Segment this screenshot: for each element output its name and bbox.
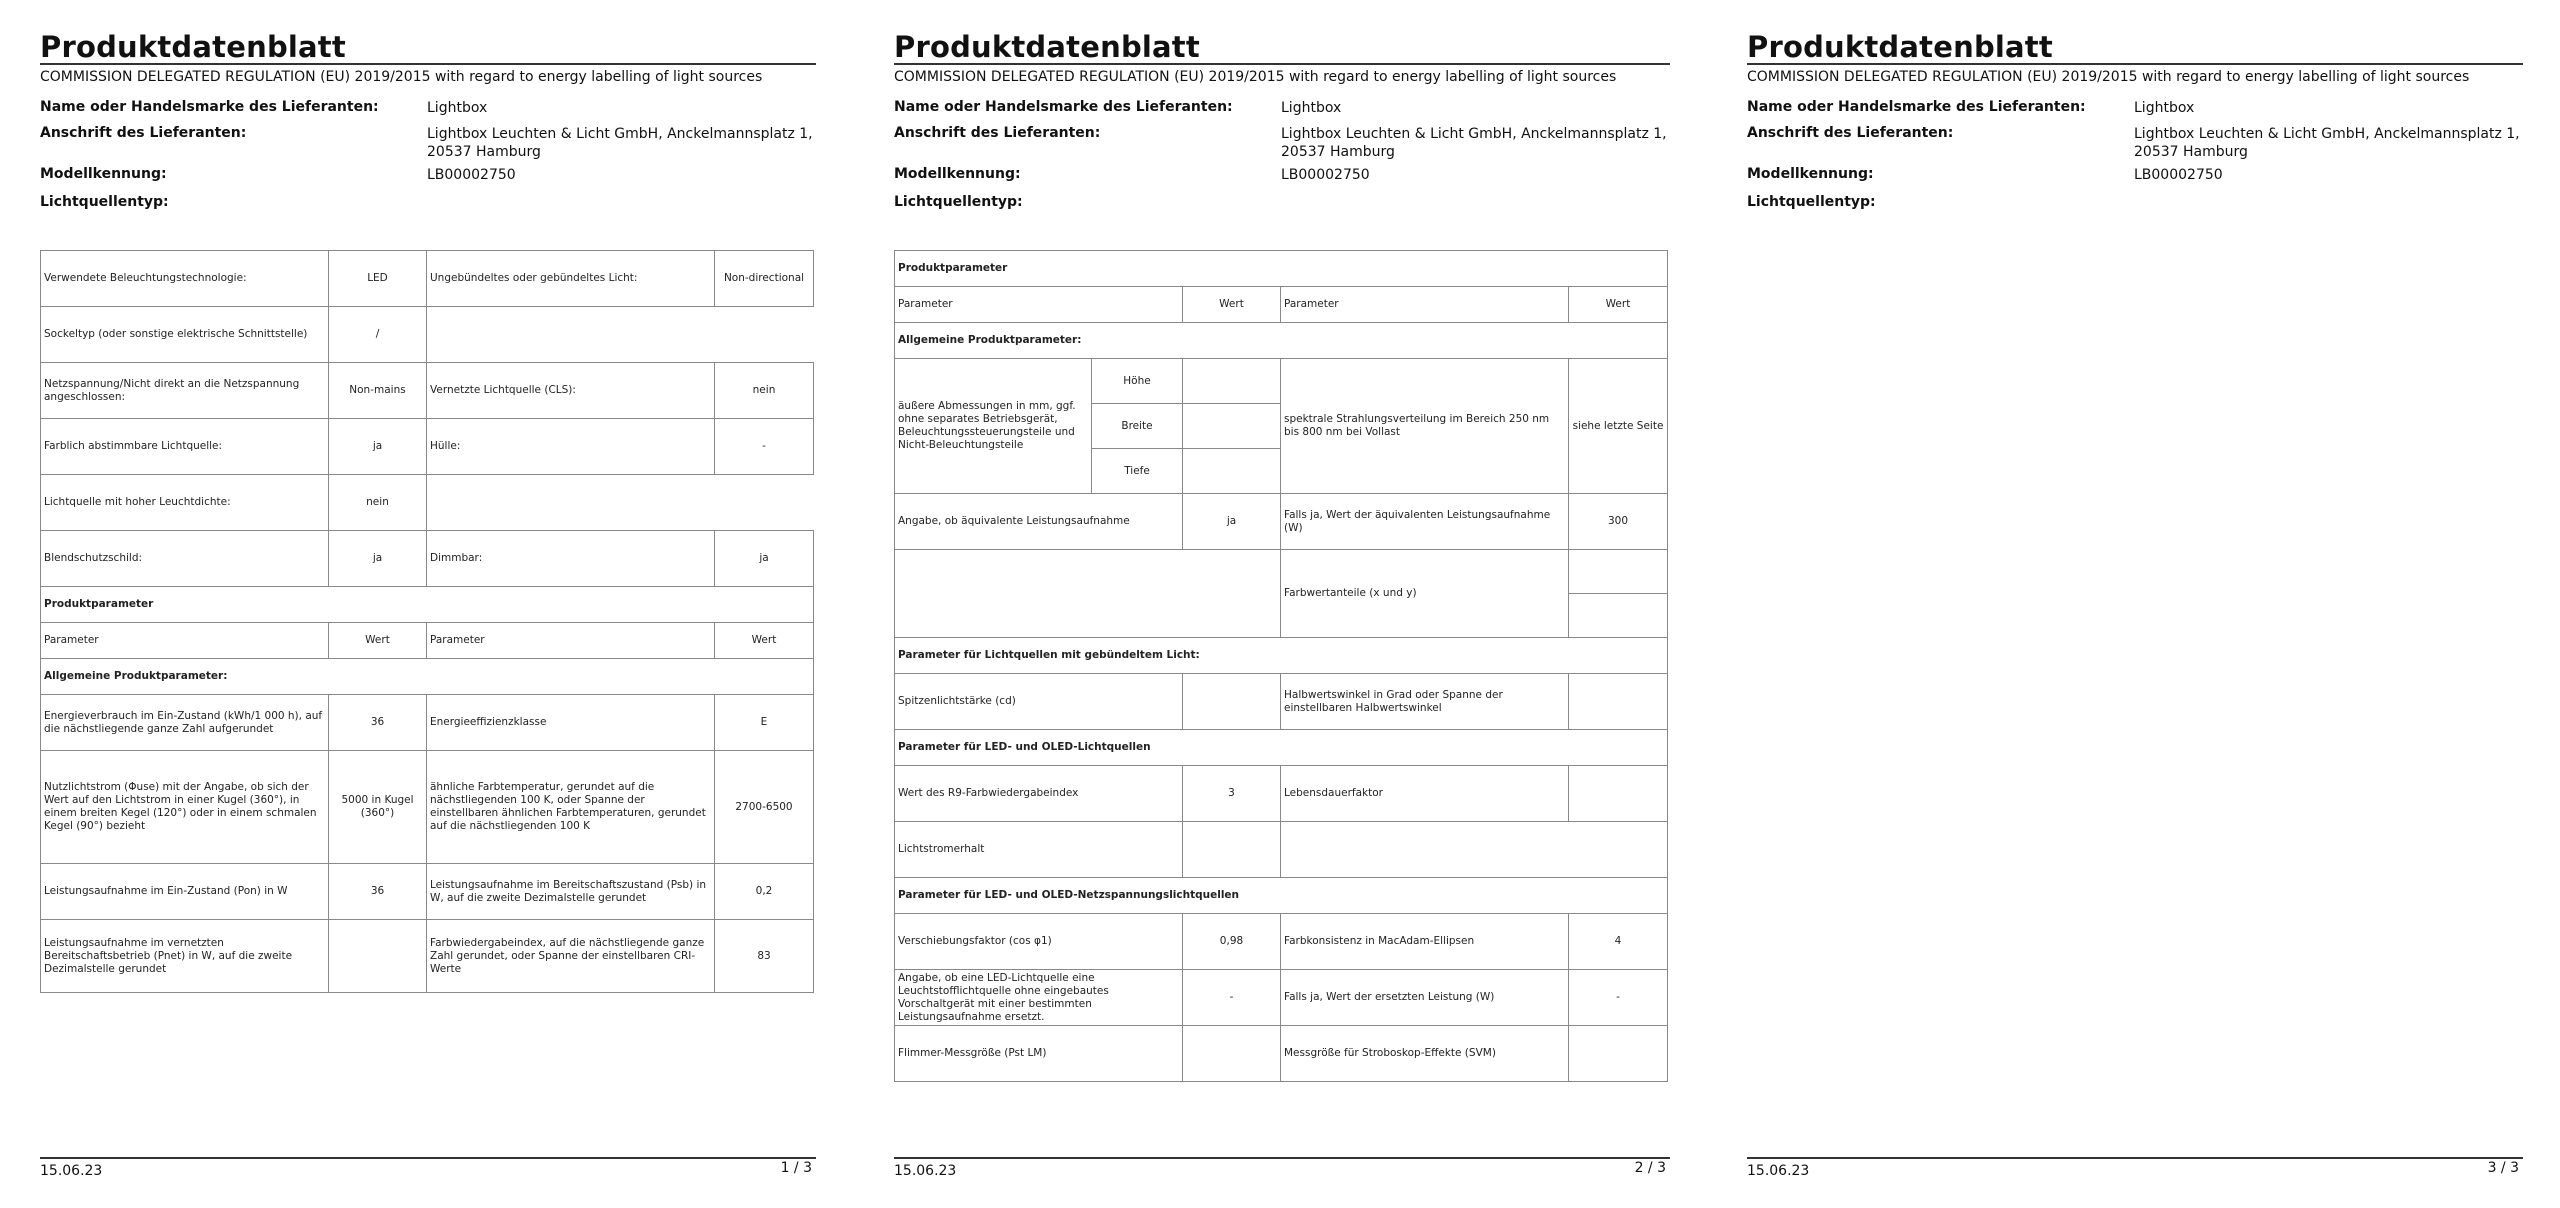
cell-label: Falls ja, Wert der äquivalenten Leistungsaufnahme (W) (1281, 494, 1569, 550)
cell-label: Farbwertanteile (x und y) (1281, 550, 1569, 638)
section-heading: Allgemeine Produktparameter: (41, 659, 814, 695)
cell-value: 300 (1569, 494, 1668, 550)
cell-label: Lichtquelle mit hoher Leuchtdichte: (41, 475, 329, 531)
supplier-label: Name oder Handelsmarke des Lieferanten: (40, 99, 379, 115)
footer-divider (894, 1157, 1670, 1159)
cell-label: Hülle: (427, 419, 715, 475)
table-section-row (895, 323, 1668, 359)
address-label: Anschrift des Lieferanten: (894, 125, 1101, 141)
column-header: Parameter (427, 623, 715, 659)
datasheet-page-1 (40, 0, 816, 1208)
cell-value: siehe letzte Seite (1569, 359, 1668, 494)
cell-label: Falls ja, Wert der ersetzten Leistung (W) (1281, 970, 1569, 1026)
section-heading: Allgemeine Produktparameter: (895, 323, 1668, 359)
cell-value: / (329, 307, 427, 363)
table-row (895, 494, 1668, 550)
column-header: Parameter (895, 287, 1183, 323)
cell-blank (427, 475, 814, 531)
regulation-subtitle: COMMISSION DELEGATED REGULATION (EU) 2019/2015 with regard to energy labelling of light sources (894, 69, 1617, 85)
address-value (427, 125, 816, 161)
cell-label: Wert des R9-Farbwiedergabeindex (895, 766, 1183, 822)
cell-label: Farblich abstimmbare Lichtquelle: (41, 419, 329, 475)
cell-label: Lebensdauerfaktor (1281, 766, 1569, 822)
footer-divider (40, 1157, 816, 1159)
cell-value (1183, 822, 1281, 878)
cell-value: Non-directional (715, 251, 814, 307)
technology-table (40, 250, 814, 993)
table-row (41, 695, 814, 751)
cell-value (1183, 449, 1281, 494)
cell-value: E (715, 695, 814, 751)
page-number: 2 / 3 (1634, 1160, 1666, 1176)
address-line-1: Lightbox Leuchten & Licht GmbH, Anckelmannsplatz 1, (427, 126, 813, 142)
model-value: LB00002750 (2134, 167, 2223, 183)
type-label: Lichtquellentyp: (1747, 194, 1876, 210)
cell-label: spektrale Strahlungsverteilung im Bereich 250 nm bis 800 nm bei Vollast (1281, 359, 1569, 494)
address-value (2134, 125, 2523, 161)
page-title: Produktdatenblatt (894, 30, 1200, 64)
table-row (41, 920, 814, 993)
cell-label: Messgröße für Stroboskop-Effekte (SVM) (1281, 1026, 1569, 1082)
cell-label: Angabe, ob äquivalente Leistungsaufnahme (895, 494, 1183, 550)
cell-value: 36 (329, 695, 427, 751)
cell-label: Netzspannung/Nicht direkt an die Netzspannung angeschlossen: (41, 363, 329, 419)
cell-value: ja (329, 531, 427, 587)
cell-value: 36 (329, 864, 427, 920)
cell-value (1183, 404, 1281, 449)
regulation-subtitle: COMMISSION DELEGATED REGULATION (EU) 2019/2015 with regard to energy labelling of light sources (1747, 69, 2470, 85)
cell-value: nein (329, 475, 427, 531)
table-section-row (895, 730, 1668, 766)
column-header: Parameter (41, 623, 329, 659)
cell-value: ja (329, 419, 427, 475)
address-line-1: Lightbox Leuchten & Licht GmbH, Anckelmannsplatz 1, (2134, 126, 2520, 142)
cell-value: ja (1183, 494, 1281, 550)
address-value (1281, 125, 1670, 161)
cell-value: 2700-6500 (715, 751, 814, 864)
address-line-2: 20537 Hamburg (2134, 144, 2248, 160)
supplier-value: Lightbox (427, 100, 488, 116)
cell-value: LED (329, 251, 427, 307)
column-header: Parameter (1281, 287, 1569, 323)
cell-label: Energieverbrauch im Ein-Zustand (kWh/1 000 h), auf die nächstliegende ganze Zahl aufgerundet (41, 695, 329, 751)
table-row (41, 475, 814, 531)
cell-value: - (1569, 970, 1668, 1026)
datasheet-page-3 (1747, 0, 2523, 1208)
cell-value (1569, 550, 1668, 594)
section-heading: Parameter für LED- und OLED-Netzspannungslichtquellen (895, 878, 1668, 914)
cell-value (1183, 1026, 1281, 1082)
regulation-subtitle: COMMISSION DELEGATED REGULATION (EU) 2019/2015 with regard to energy labelling of light sources (40, 69, 763, 85)
supplier-label: Name oder Handelsmarke des Lieferanten: (894, 99, 1233, 115)
cell-value (1569, 594, 1668, 638)
table-row (41, 307, 814, 363)
table-section-row (895, 638, 1668, 674)
datasheet-page-2 (894, 0, 1670, 1208)
cell-label: Sockeltyp (oder sonstige elektrische Schnittstelle) (41, 307, 329, 363)
model-value: LB00002750 (427, 167, 516, 183)
title-divider (1747, 63, 2523, 65)
section-heading: Produktparameter (41, 587, 814, 623)
cell-label: ähnliche Farbtemperatur, gerundet auf die nächstliegenden 100 K, oder Spanne der einstellbaren ähnlichen Farbtemperaturen, gerundet auf die nächstliegenden 100 K (427, 751, 715, 864)
cell-sublabel: Höhe (1092, 359, 1183, 404)
type-label: Lichtquellentyp: (894, 194, 1023, 210)
table-section-row (895, 878, 1668, 914)
page-number: 3 / 3 (2487, 1160, 2519, 1176)
footer-date: 15.06.23 (1747, 1163, 1810, 1179)
table-row (895, 550, 1668, 594)
page-title: Produktdatenblatt (1747, 30, 2053, 64)
table-row (895, 359, 1668, 404)
column-header: Wert (715, 623, 814, 659)
cell-value: 0,2 (715, 864, 814, 920)
cell-value (1569, 674, 1668, 730)
page-title: Produktdatenblatt (40, 30, 346, 64)
cell-value: 83 (715, 920, 814, 993)
model-value: LB00002750 (1281, 167, 1370, 183)
cell-value: Non-mains (329, 363, 427, 419)
cell-label: Farbwiedergabeindex, auf die nächstliegende ganze Zahl gerundet, oder Spanne der einstellbaren CRI-Werte (427, 920, 715, 993)
table-row (895, 970, 1668, 1026)
title-divider (894, 63, 1670, 65)
cell-blank (1281, 822, 1668, 878)
cell-label: Spitzenlichtstärke (cd) (895, 674, 1183, 730)
table-header-row (895, 287, 1668, 323)
table-row (895, 822, 1668, 878)
table-row (895, 674, 1668, 730)
address-line-2: 20537 Hamburg (427, 144, 541, 160)
cell-label: Flimmer-Messgröße (Pst LM) (895, 1026, 1183, 1082)
supplier-value: Lightbox (1281, 100, 1342, 116)
cell-blank (427, 307, 814, 363)
section-heading: Parameter für Lichtquellen mit gebündeltem Licht: (895, 638, 1668, 674)
address-label: Anschrift des Lieferanten: (1747, 125, 1954, 141)
cell-value (1569, 766, 1668, 822)
section-heading: Produktparameter (895, 251, 1668, 287)
cell-value: 5000 in Kugel (360°) (329, 751, 427, 864)
cell-label: Blendschutzschild: (41, 531, 329, 587)
section-heading: Parameter für LED- und OLED-Lichtquellen (895, 730, 1668, 766)
cell-value: ja (715, 531, 814, 587)
table-row (41, 751, 814, 864)
cell-label: Farbkonsistenz in MacAdam-Ellipsen (1281, 914, 1569, 970)
cell-value (1183, 359, 1281, 404)
cell-label: Halbwertswinkel in Grad oder Spanne der einstellbaren Halbwertswinkel (1281, 674, 1569, 730)
cell-label: Verwendete Beleuchtungstechnologie: (41, 251, 329, 307)
address-line-1: Lightbox Leuchten & Licht GmbH, Anckelmannsplatz 1, (1281, 126, 1667, 142)
footer-date: 15.06.23 (894, 1163, 957, 1179)
cell-value (329, 920, 427, 993)
table-row (41, 363, 814, 419)
cell-label: Leistungsaufnahme im Ein-Zustand (Pon) in W (41, 864, 329, 920)
cell-label: Vernetzte Lichtquelle (CLS): (427, 363, 715, 419)
cell-value: 3 (1183, 766, 1281, 822)
title-divider (40, 63, 816, 65)
cell-label: Angabe, ob eine LED-Lichtquelle eine Leuchtstofflichtquelle ohne eingebautes Vorschaltgerät mit einer bestimmten Leistungsaufnahme ersetzt. (895, 970, 1183, 1026)
table-row (895, 914, 1668, 970)
table-row (41, 531, 814, 587)
supplier-value: Lightbox (2134, 100, 2195, 116)
cell-value: - (715, 419, 814, 475)
table-row (895, 766, 1668, 822)
cell-value: nein (715, 363, 814, 419)
table-row (41, 864, 814, 920)
cell-label: Verschiebungsfaktor (cos φ1) (895, 914, 1183, 970)
cell-label: Energieeffizienzklasse (427, 695, 715, 751)
type-label: Lichtquellentyp: (40, 194, 169, 210)
model-label: Modellkennung: (1747, 166, 1874, 182)
address-label: Anschrift des Lieferanten: (40, 125, 247, 141)
table-section-row (41, 587, 814, 623)
cell-blank (895, 550, 1281, 638)
address-line-2: 20537 Hamburg (1281, 144, 1395, 160)
model-label: Modellkennung: (894, 166, 1021, 182)
model-label: Modellkennung: (40, 166, 167, 182)
cell-label: äußere Abmessungen in mm, ggf. ohne separates Betriebsgerät, Beleuchtungssteuerungsteile und Nicht-Beleuchtungsteile (895, 359, 1092, 494)
table-row (41, 251, 814, 307)
product-parameter-table (894, 250, 1668, 1082)
cell-sublabel: Breite (1092, 404, 1183, 449)
cell-sublabel: Tiefe (1092, 449, 1183, 494)
table-section-row (41, 659, 814, 695)
supplier-label: Name oder Handelsmarke des Lieferanten: (1747, 99, 2086, 115)
table-header-row (41, 623, 814, 659)
column-header: Wert (1569, 287, 1668, 323)
page-number: 1 / 3 (780, 1160, 812, 1176)
cell-label: Dimmbar: (427, 531, 715, 587)
cell-value: 0,98 (1183, 914, 1281, 970)
column-header: Wert (1183, 287, 1281, 323)
table-section-row (895, 251, 1668, 287)
cell-label: Leistungsaufnahme im vernetzten Bereitschaftsbetrieb (Pnet) in W, auf die zweite Dezimalstelle gerundet (41, 920, 329, 993)
table-row (895, 1026, 1668, 1082)
column-header: Wert (329, 623, 427, 659)
cell-value: - (1183, 970, 1281, 1026)
cell-value (1183, 674, 1281, 730)
footer-divider (1747, 1157, 2523, 1159)
cell-label: Ungebündeltes oder gebündeltes Licht: (427, 251, 715, 307)
cell-label: Lichtstromerhalt (895, 822, 1183, 878)
table-row (41, 419, 814, 475)
cell-value: 4 (1569, 914, 1668, 970)
cell-label: Leistungsaufnahme im Bereitschaftszustand (Psb) in W, auf die zweite Dezimalstelle gerundet (427, 864, 715, 920)
cell-label: Nutzlichtstrom (Φuse) mit der Angabe, ob sich der Wert auf den Lichtstrom in einer Kugel (360°), in einem breiten Kegel (120°) oder in einem schmalen Kegel (90°) bezieht (41, 751, 329, 864)
footer-date: 15.06.23 (40, 1163, 103, 1179)
cell-value (1569, 1026, 1668, 1082)
